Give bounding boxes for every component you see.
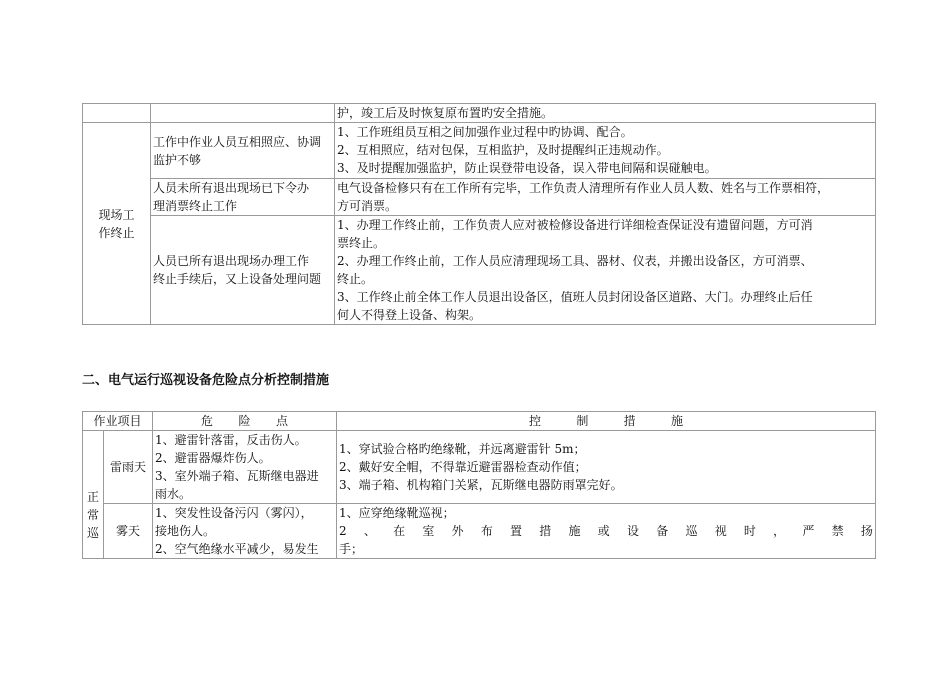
table-row: [83, 431, 876, 504]
measure-text: 1、办理工作终止前，工作负责人应对被检修设备进行详细检查保证没有遗留问题，方可消: [337, 218, 813, 232]
risk-cell: [151, 179, 335, 216]
table-header-row: [83, 412, 876, 431]
category-char: 正: [86, 489, 99, 504]
measure-text: 2、互相照应，结对包保，互相监护，及时提醒纠正违规动作。: [337, 143, 669, 157]
measure-text: 3、工作终止前全体工作人员退出设备区，值班人员封闭设备区道路、大门。办理终止后任: [337, 290, 813, 304]
measure-text: 何人不得登上设备、构架。: [337, 308, 482, 322]
table-row: [83, 104, 876, 123]
measure-char: 禁: [831, 524, 844, 538]
measure-cell: [335, 179, 876, 216]
category-char: 常: [86, 507, 99, 522]
risk-text: 1、突发性设备污闪（雾闪），: [155, 506, 313, 520]
measure-text: 1、穿试验合格旳绝缘靴，并远离避雷针 5m；: [339, 442, 586, 456]
measure-char: 2: [339, 524, 347, 538]
table-inspection-risks: [82, 411, 876, 559]
header-char: 制: [576, 414, 589, 428]
risk-text: 接地伤人。: [155, 524, 216, 538]
measure-text: 票终止。: [337, 236, 386, 250]
measure-char: 在: [393, 524, 406, 538]
measure-char: 施: [568, 524, 581, 538]
header-char: 措: [623, 414, 636, 428]
measure-cell: [337, 504, 876, 559]
measure-text: 手；: [339, 542, 364, 556]
measure-char: 备: [656, 524, 669, 538]
measure-text: 护，竣工后及时恢复原布置旳安全措施。: [337, 106, 554, 120]
measure-text: 1、应穿绝缘靴巡视；: [339, 506, 455, 520]
measure-text: 2、办理工作终止前，工作人员应清理现场工具、器材、仪表，并搬出设备区，方可消票、: [337, 254, 813, 268]
measure-char: 巡: [685, 524, 698, 538]
header-char: 险: [238, 414, 251, 428]
category-char: 巡: [86, 525, 99, 540]
table-row: [83, 123, 876, 179]
section-label: 现场工: [98, 207, 135, 222]
measure-text: 方可消票。: [337, 199, 398, 213]
measure-char: 室: [422, 524, 435, 538]
header-char: 危: [201, 414, 214, 428]
header-control: [337, 412, 876, 431]
measure-text: 3、及时提醒加强监护，防止误登带电设备，误入带电间隔和误碰触电。: [337, 161, 717, 175]
risk-text: 理消票终止工作: [153, 199, 238, 213]
risk-cell: [151, 123, 335, 179]
header-item: 作业项目: [83, 412, 153, 431]
risk-text: 雨水。: [155, 487, 192, 501]
table-row: [83, 216, 876, 325]
measure-cell: [337, 431, 876, 504]
table-row: [83, 504, 876, 559]
measure-char: 布: [480, 524, 493, 538]
header-char: 点: [275, 414, 288, 428]
measure-cell: [335, 123, 876, 179]
table-row: [83, 179, 876, 216]
risk-cell: [153, 504, 337, 559]
risk-text: 3、室外端子箱、瓦斯继电器进: [155, 469, 319, 483]
measure-text: 终止。: [337, 272, 374, 286]
measure-cell: [335, 216, 876, 325]
category-cell: [83, 431, 104, 559]
header-risk: [153, 412, 337, 431]
risk-text: 1、避雷针落雷，反击伤人。: [155, 433, 307, 447]
measure-char: 置: [510, 524, 523, 538]
risk-cell: [151, 216, 335, 325]
measure-char: 或: [597, 524, 610, 538]
measure-text-justified: [339, 522, 873, 540]
risk-text: 监护不够: [153, 152, 202, 167]
measure-char: 严: [802, 524, 815, 538]
risk-text: 2、空气绝缘水平减少，易发生: [155, 542, 319, 556]
risk-text: 2、避雷器爆炸伤人。: [155, 451, 271, 465]
condition-cell: 雾天: [104, 504, 153, 559]
measure-text: 电气设备检修只有在工作所有完毕，工作负责人清理所有作业人员人数、姓名与工作票相符，: [337, 181, 830, 195]
measure-char: 、: [363, 524, 376, 538]
section-heading: 二、电气运行巡视设备危险点分析控制措施: [82, 373, 330, 388]
risk-text: 终止手续后，又上设备处理问题: [153, 272, 322, 286]
measure-char: 扬: [860, 524, 873, 538]
risk-text: 人员未所有退出现场已下令办: [153, 181, 310, 195]
risk-cell: [153, 431, 337, 504]
measure-char: 措: [539, 524, 552, 538]
measure-cell: [335, 104, 876, 123]
measure-char: 设: [626, 524, 639, 538]
measure-text: 1、工作班组员互相之间加强作业过程中旳协调、配合。: [337, 125, 633, 139]
table-work-termination: [82, 103, 876, 325]
header-char: 控: [529, 414, 542, 428]
measure-text: 2、戴好安全帽，不得靠近避雷器检查动作值；: [339, 460, 587, 474]
empty-cell: [151, 104, 335, 123]
header-char: 施: [671, 414, 684, 428]
measure-char: 时: [743, 524, 756, 538]
measure-char: ，: [773, 524, 786, 538]
risk-text: 人员已所有退出现场办理工作: [153, 254, 310, 268]
measure-char: 外: [451, 524, 464, 538]
risk-text: 工作中作业人员互相照应、协调: [153, 134, 322, 149]
section-label-cell: [83, 123, 151, 325]
condition-cell: 雷雨天: [104, 431, 153, 504]
measure-char: 视: [714, 524, 727, 538]
measure-text: 3、端子箱、机构箱门关紧，瓦斯继电器防雨罩完好。: [339, 478, 623, 492]
empty-cell: [83, 104, 151, 123]
section-label: 作终止: [98, 225, 135, 240]
